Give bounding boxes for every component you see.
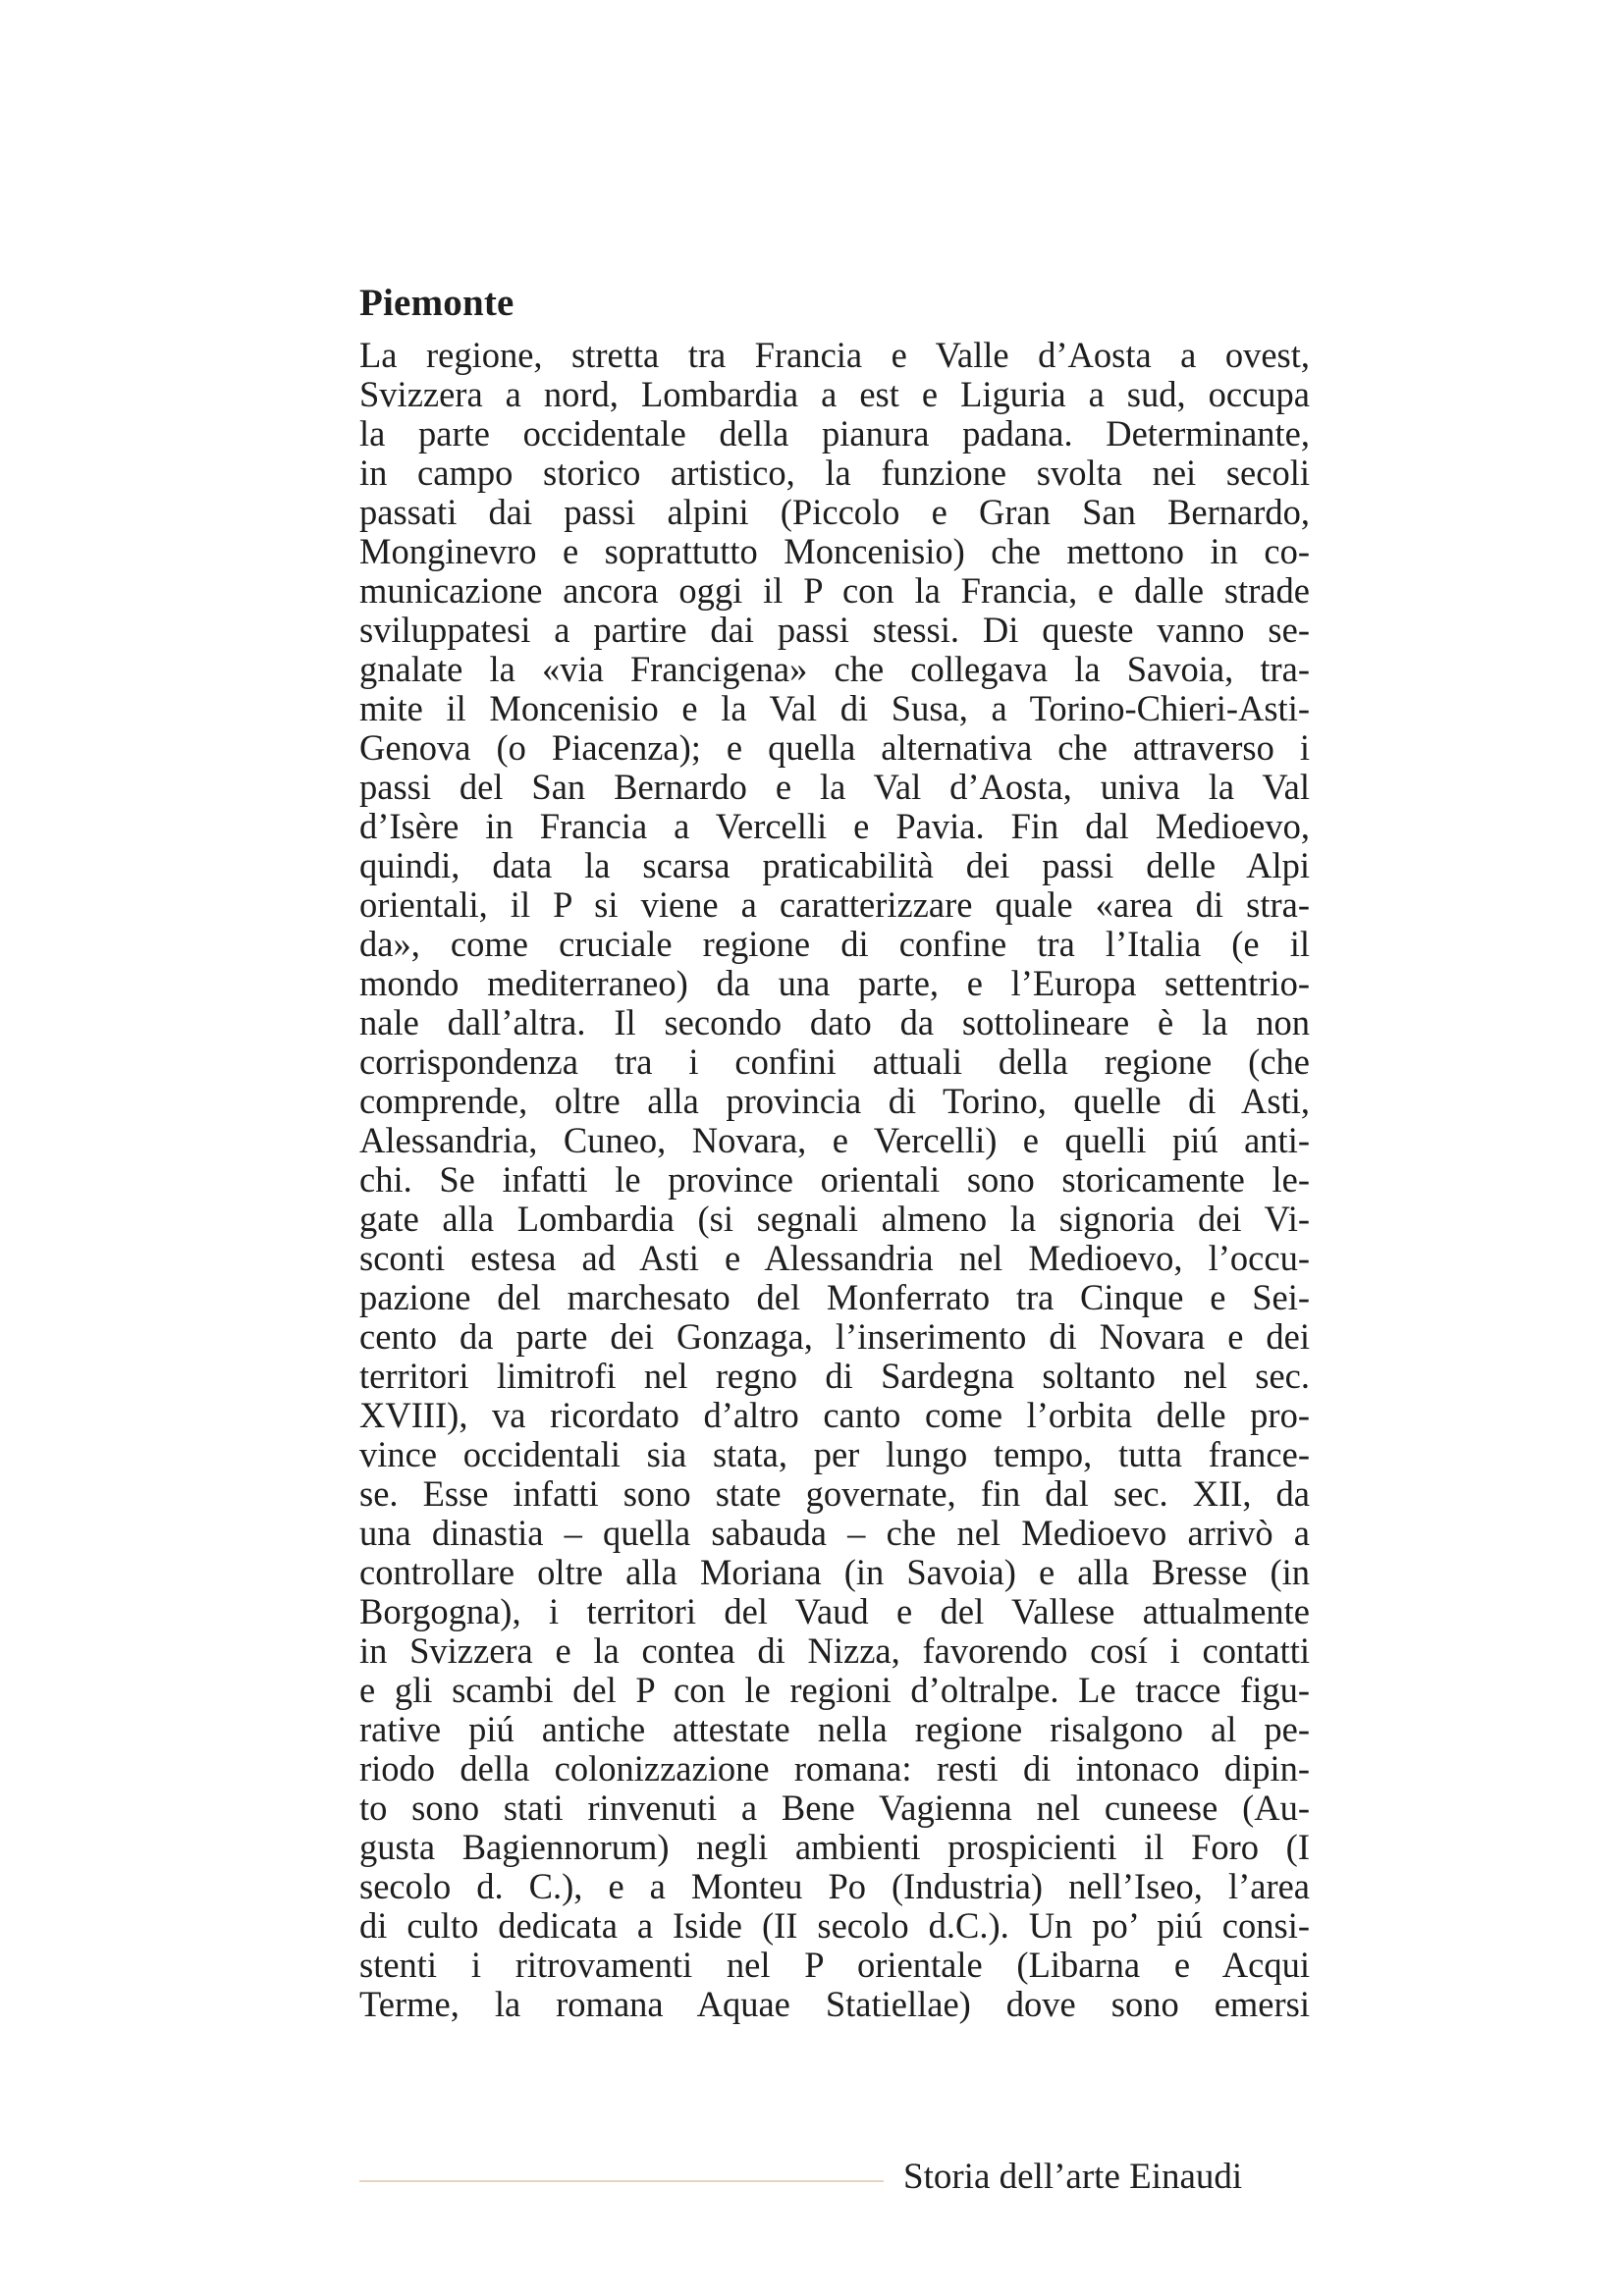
text-line: la parte occidentale della pianura padana. Determinante, <box>359 414 1310 454</box>
text-line: XVIII), va ricordato d’altro canto come l’orbita delle pro- <box>359 1396 1310 1435</box>
text-line: nale dall’altra. Il secondo dato da sottolineare è la non <box>359 1003 1310 1042</box>
text-line: una dinastia – quella sabauda – che nel Medioevo arrivò a <box>359 1514 1310 1553</box>
text-line: da», come cruciale regione di confine tra l’Italia (e il <box>359 925 1310 964</box>
text-line: to sono stati rinvenuti a Bene Vagienna nel cuneese (Au- <box>359 1789 1310 1828</box>
text-line: in Svizzera e la contea di Nizza, favorendo cosí i contatti <box>359 1631 1310 1671</box>
text-line: mondo mediterraneo) da una parte, e l’Europa settentrio- <box>359 964 1310 1003</box>
text-line: e gli scambi del P con le regioni d’oltralpe. Le tracce figu- <box>359 1671 1310 1710</box>
text-line: mite il Moncenisio e la Val di Susa, a Torino-Chieri-Asti- <box>359 689 1310 728</box>
text-line: di culto dedicata a Iside (II secolo d.C.). Un po’ piú consi- <box>359 1906 1310 1946</box>
text-line: comprende, oltre alla provincia di Torino, quelle di Asti, <box>359 1082 1310 1121</box>
text-line: orientali, il P si viene a caratterizzare quale «area di stra- <box>359 885 1310 925</box>
text-line: passati dai passi alpini (Piccolo e Gran San Bernardo, <box>359 493 1310 532</box>
text-line: Terme, la romana Aquae Statiellae) dove sono emersi <box>359 1985 1310 2024</box>
text-line: stenti i ritrovamenti nel P orientale (Libarna e Acqui <box>359 1946 1310 1985</box>
body-paragraph <box>359 336 1310 2024</box>
text-line: Alessandria, Cuneo, Novara, e Vercelli) e quelli piú anti- <box>359 1121 1310 1160</box>
footer-rule <box>359 2180 884 2182</box>
text-line: La regione, stretta tra Francia e Valle d’Aosta a ovest, <box>359 336 1310 375</box>
text-line: municazione ancora oggi il P con la Francia, e dalle strade <box>359 571 1310 611</box>
text-line: se. Esse infatti sono state governate, fin dal sec. XII, da <box>359 1474 1310 1514</box>
text-line: sconti estesa ad Asti e Alessandria nel Medioevo, l’occu- <box>359 1239 1310 1278</box>
text-line: sviluppatesi a partire dai passi stessi. Di queste vanno se- <box>359 611 1310 650</box>
text-line: vince occidentali sia stata, per lungo tempo, tutta france- <box>359 1435 1310 1474</box>
text-line: cento da parte dei Gonzaga, l’inserimento di Novara e dei <box>359 1317 1310 1357</box>
text-line: gusta Bagiennorum) negli ambienti prospicienti il Foro (I <box>359 1828 1310 1867</box>
text-line: riodo della colonizzazione romana: resti di intonaco dipin- <box>359 1749 1310 1789</box>
text-line: secolo d. C.), e a Monteu Po (Industria) nell’Iseo, l’area <box>359 1867 1310 1906</box>
text-line: territori limitrofi nel regno di Sardegna soltanto nel sec. <box>359 1357 1310 1396</box>
section-heading: Piemonte <box>359 282 514 324</box>
footer-title: Storia dell’arte Einaudi <box>903 2157 1243 2197</box>
text-line: corrispondenza tra i confini attuali della regione (che <box>359 1042 1310 1082</box>
text-line: passi del San Bernardo e la Val d’Aosta, univa la Val <box>359 768 1310 807</box>
text-line: Svizzera a nord, Lombardia a est e Liguria a sud, occupa <box>359 375 1310 414</box>
text-line: controllare oltre alla Moriana (in Savoia) e alla Bresse (in <box>359 1553 1310 1592</box>
text-line: Genova (o Piacenza); e quella alternativa che attraverso i <box>359 728 1310 768</box>
text-line: gate alla Lombardia (si segnali almeno la signoria dei Vi- <box>359 1200 1310 1239</box>
text-line: d’Isère in Francia a Vercelli e Pavia. Fin dal Medioevo, <box>359 807 1310 846</box>
text-line: gnalate la «via Francigena» che collegava la Savoia, tra- <box>359 650 1310 689</box>
text-line: Monginevro e soprattutto Moncenisio) che mettono in co- <box>359 532 1310 571</box>
text-line: chi. Se infatti le province orientali sono storicamente le- <box>359 1160 1310 1200</box>
text-line: in campo storico artistico, la funzione svolta nei secoli <box>359 454 1310 493</box>
text-line: quindi, data la scarsa praticabilità dei passi delle Alpi <box>359 846 1310 885</box>
text-line: rative piú antiche attestate nella regione risalgono al pe- <box>359 1710 1310 1749</box>
text-line: pazione del marchesato del Monferrato tra Cinque e Sei- <box>359 1278 1310 1317</box>
text-line: Borgogna), i territori del Vaud e del Vallese attualmente <box>359 1592 1310 1631</box>
